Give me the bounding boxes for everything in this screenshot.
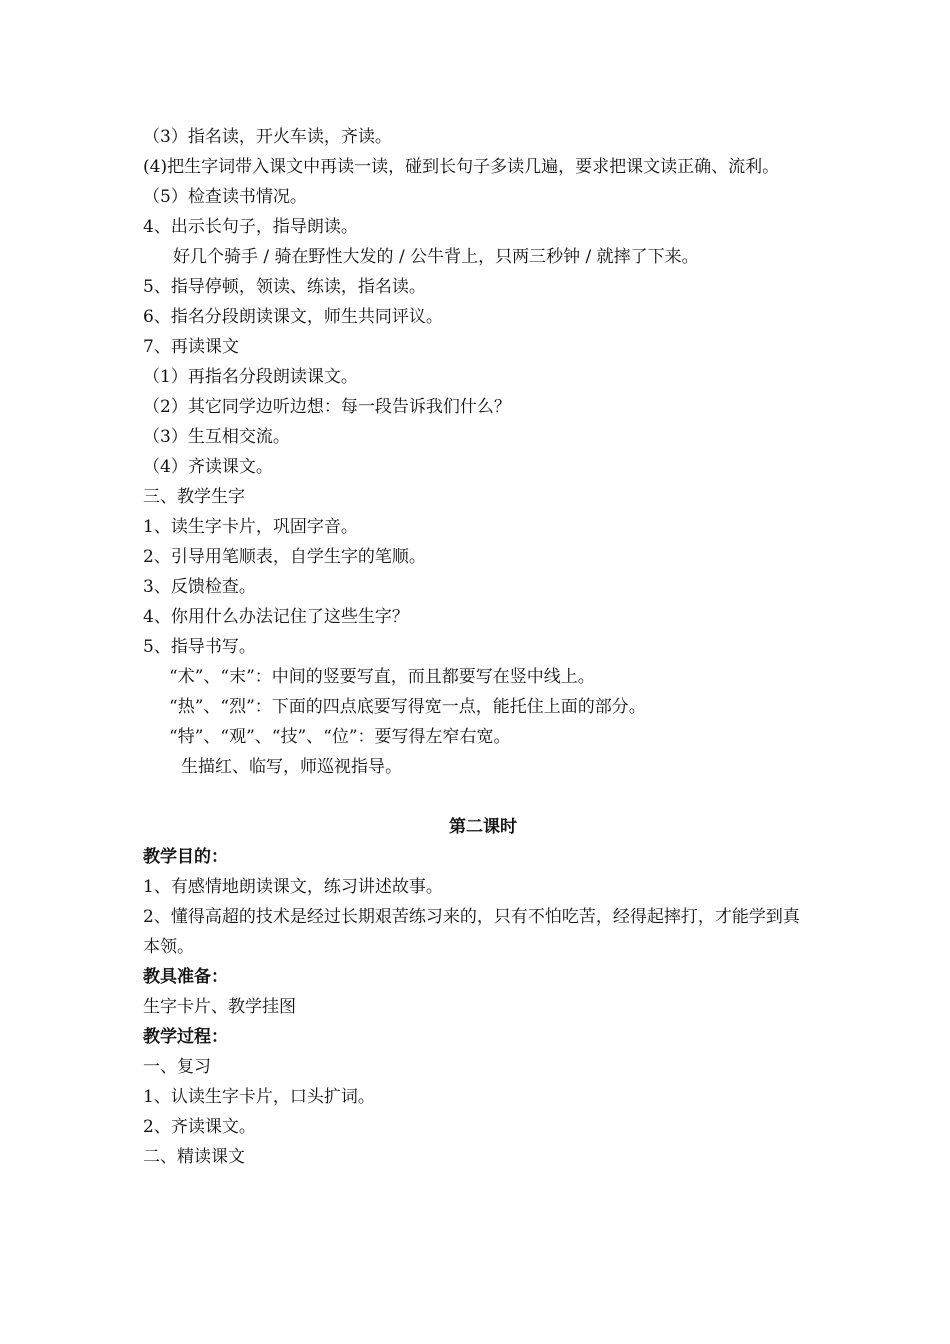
text-line: 5、指导书写。: [143, 637, 256, 657]
text-line: （5）检查读书情况。: [143, 187, 307, 207]
section-heading: 一、复习: [143, 1057, 211, 1077]
text-line: （3）生互相交流。: [143, 427, 290, 447]
text-line: （2）其它同学边听边想：每一段告诉我们什么？: [143, 397, 511, 417]
text-line: 4、出示长句子，指导朗读。: [143, 217, 358, 237]
writing-tip: “热”、“烈”：下面的四点底要写得宽一点，能托住上面的部分。: [169, 697, 646, 717]
subheading-process: 教学过程：: [143, 1027, 228, 1047]
text-line: 2、引导用笔顺表，自学生字的笔顺。: [143, 547, 426, 567]
document-page: [143, 122, 815, 1172]
example-sentence: 好几个骑手 / 骑在野性大发的 / 公牛背上，只两三秒钟 / 就摔了下来。: [173, 247, 699, 267]
subheading-materials: 教具准备：: [143, 967, 228, 987]
text-line: 2、懂得高超的技术是经过长期艰苦练习来的，只有不怕吃苦，经得起摔打，才能学到真本领。: [143, 907, 800, 957]
text-line: 2、齐读课文。: [143, 1117, 256, 1137]
text-line: (4)把生字词带入课文中再读一读，碰到长句子多读几遍，要求把课文读正确、流利。: [143, 157, 780, 177]
text-line: 1、有感情地朗读课文，练习讲述故事。: [143, 877, 443, 897]
text-line: 4、你用什么办法记住了这些生字？: [143, 607, 409, 627]
text-line: （4）齐读课文。: [143, 457, 273, 477]
section-heading: 三、教学生字: [143, 487, 245, 507]
text-line: 6、指名分段朗读课文，师生共同评议。: [143, 307, 443, 327]
text-line: 1、认读生字卡片，口头扩词。: [143, 1087, 375, 1107]
text-line: 生字卡片、教学挂图: [143, 997, 296, 1017]
writing-tip: “特”、“观”、“技”、“位”：要写得左窄右宽。: [169, 727, 511, 747]
text-line: 1、读生字卡片，巩固字音。: [143, 517, 358, 537]
text-line: 7、再读课文: [143, 337, 239, 357]
text-line: （1）再指名分段朗读课文。: [143, 367, 358, 387]
section-heading: 二、精读课文: [143, 1147, 245, 1167]
lesson-title: 第二课时: [449, 817, 517, 837]
text-line: 生描红、临写，师巡视指导。: [181, 757, 402, 777]
text-line: 5、指导停顿，领读、练读，指名读。: [143, 277, 426, 297]
writing-tip: “术”、“末”：中间的竖要写直，而且都要写在竖中线上。: [169, 667, 595, 687]
subheading-objectives: 教学目的：: [143, 847, 228, 867]
text-line: 3、反馈检查。: [143, 577, 256, 597]
text-line: （3）指名读，开火车读，齐读。: [143, 127, 392, 147]
